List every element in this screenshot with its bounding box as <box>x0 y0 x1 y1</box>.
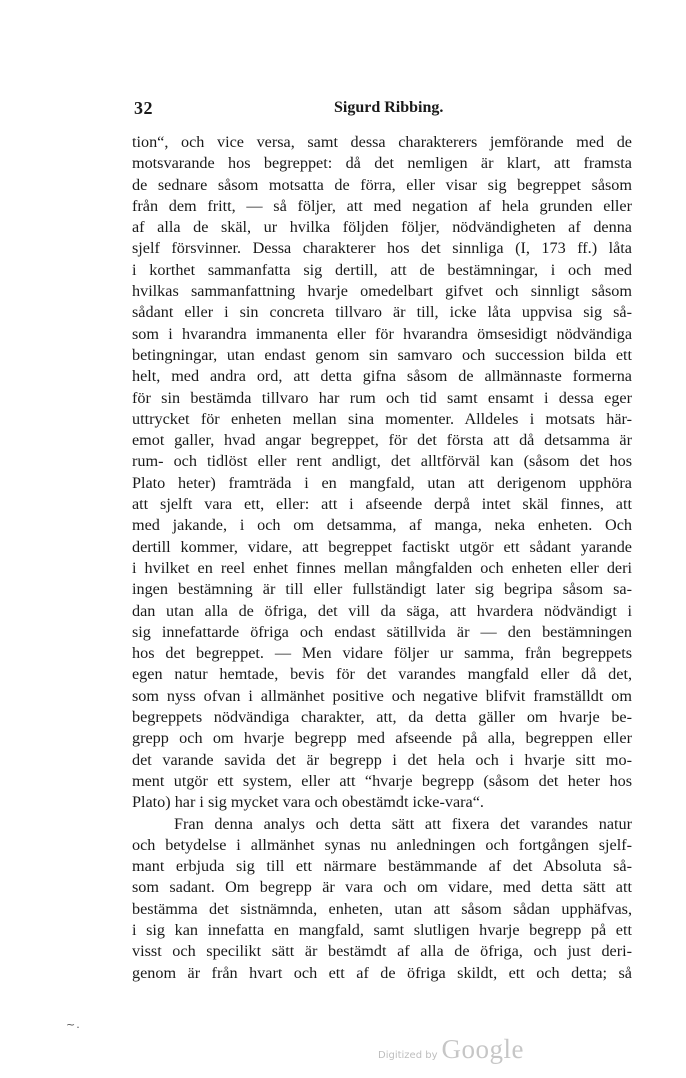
text-line: begreppets nödvändiga charakter, att, da detta gäller om hvarje be- <box>132 708 632 727</box>
text-line: i korthet sammanfatta sig dertill, att de bestämningar, i och med <box>132 260 632 279</box>
page-number: 32 <box>134 98 153 118</box>
text-line: bestämma det sistnämnda, enheten, utan att såsom sådan upphäfvas, <box>132 899 632 918</box>
text-line: visst och specilikt sätt är bestämdt af alla de öfriga, och just deri- <box>132 942 632 961</box>
text-line: hvilkas sammanfattning hvarje omedelbart gifvet och sinnligt såsom <box>132 282 632 301</box>
text-line: dertill kommer, vidare, att begreppet factiskt utgör ett sådant yarande <box>132 537 632 556</box>
text-line: som i hvarandra immanenta eller för hvarandra ömsesidigt nödvändiga <box>132 324 632 343</box>
text-line: helt, med andra ord, att detta gifna såsom de allmännaste formerna <box>132 367 632 386</box>
text-line: från dem fritt, — så följer, att med negation af hela grunden eller <box>132 196 632 215</box>
text-line: med jakande, i och om detsamma, af manga, neka enheten. Och <box>132 516 632 535</box>
text-line: för sin bestämda tillvaro har rum och tid samt ensamt i dessa eger <box>132 388 632 407</box>
text-line: sig innefattarde öfriga och endast sätillvida är — den bestämningen <box>132 622 632 641</box>
text-line: sjelf försvinner. Dessa charakterer hos det sinnliga (I, 173 ff.) låta <box>132 239 632 258</box>
margin-mark: ~. <box>66 1018 81 1031</box>
text-line: emot galler, hvad angar begreppet, för det första att då detsamma är <box>132 431 632 450</box>
text-line: mant erbjuda sig till ett närmare bestämmande af det Absoluta så- <box>132 857 632 876</box>
text-line: som nyss ofvan i allmänhet positive och negative blifvit framställdt om <box>132 686 632 705</box>
text-line: att sjelft vara ett, eller: att i afseende derpå intet skäl finnes, att <box>132 495 632 514</box>
text-line: betingningar, utan endast genom sin samvaro och succession bilda ett <box>132 345 632 364</box>
text-line: Plato) har i sig mycket vara och obestämdt icke-vara“. <box>132 793 484 812</box>
text-line: af alla de skäl, ur hvilka följden följer, nödvändigheten af denna <box>132 218 632 237</box>
text-line: de sednare såsom motsatta de förra, eller visar sig begreppet såsom <box>132 175 632 194</box>
text-line: dan utan alla de öfriga, det vill da säga, att hvardera nödvändigt i <box>132 601 632 620</box>
text-line: som sadant. Om begrepp är vara och om vidare, med detta sätt att <box>132 878 632 897</box>
text-line: Plato heter) framträda i en mangfald, utan att derigenom upphöra <box>132 473 632 492</box>
text-line: i hvilket en reel enhet finnes mellan mångfalden och enheten eller deri <box>132 558 632 577</box>
text-line: det varande savida det är begrepp i det hela och i hvarje sitt mo- <box>132 750 632 769</box>
body-text <box>132 132 632 984</box>
running-head: Sigurd Ribbing. <box>334 99 444 116</box>
text-line: grepp och om hvarje begrepp med afseende på alla, begreppen eller <box>132 729 632 748</box>
text-line: rum- och tidlöst eller rent andligt, det alltförväl kan (såsom det hos <box>132 452 632 471</box>
watermark-prefix: Digitized by <box>378 1050 438 1061</box>
text-line: genom är från hvart och ett af de öfriga skildt, ett och detta; så <box>132 963 632 982</box>
text-line: ingen bestämning är till eller fullständigt later sig begripa såsom sa- <box>132 580 632 599</box>
text-line: egen natur hemtade, bevis för det varandes mangfald eller då det, <box>132 665 632 684</box>
text-line: Fran denna analys och detta sätt att fixera det varandes natur <box>174 814 632 833</box>
text-line: uttrycket för enheten mellan sina momenter. Alldeles i motsats här- <box>132 409 632 428</box>
text-line: ment utgör ett system, eller att “hvarje begrepp (såsom det heter hos <box>132 771 632 790</box>
text-line: och betydelse i allmänhet synas nu anledningen och fortgången sjelf- <box>132 835 632 854</box>
google-watermark <box>378 1034 524 1068</box>
text-line: sådant eller i sin concreta tillvaro är till, icke låta uppvisa sig så- <box>132 303 632 322</box>
google-logo: Google <box>441 1034 524 1064</box>
text-line: motsvarande hos begreppet: då det nemligen är klart, att framsta <box>132 154 632 173</box>
text-line: tion“, och vice versa, samt dessa charakterers jemförande med de <box>132 133 632 151</box>
text-line: hos det begreppet. — Men vidare följer ur samma, från begreppets <box>132 644 632 663</box>
page-header <box>134 98 632 122</box>
text-line: i sig kan innefatta en mangfald, samt slutligen hvarje begrepp på ett <box>132 920 632 939</box>
